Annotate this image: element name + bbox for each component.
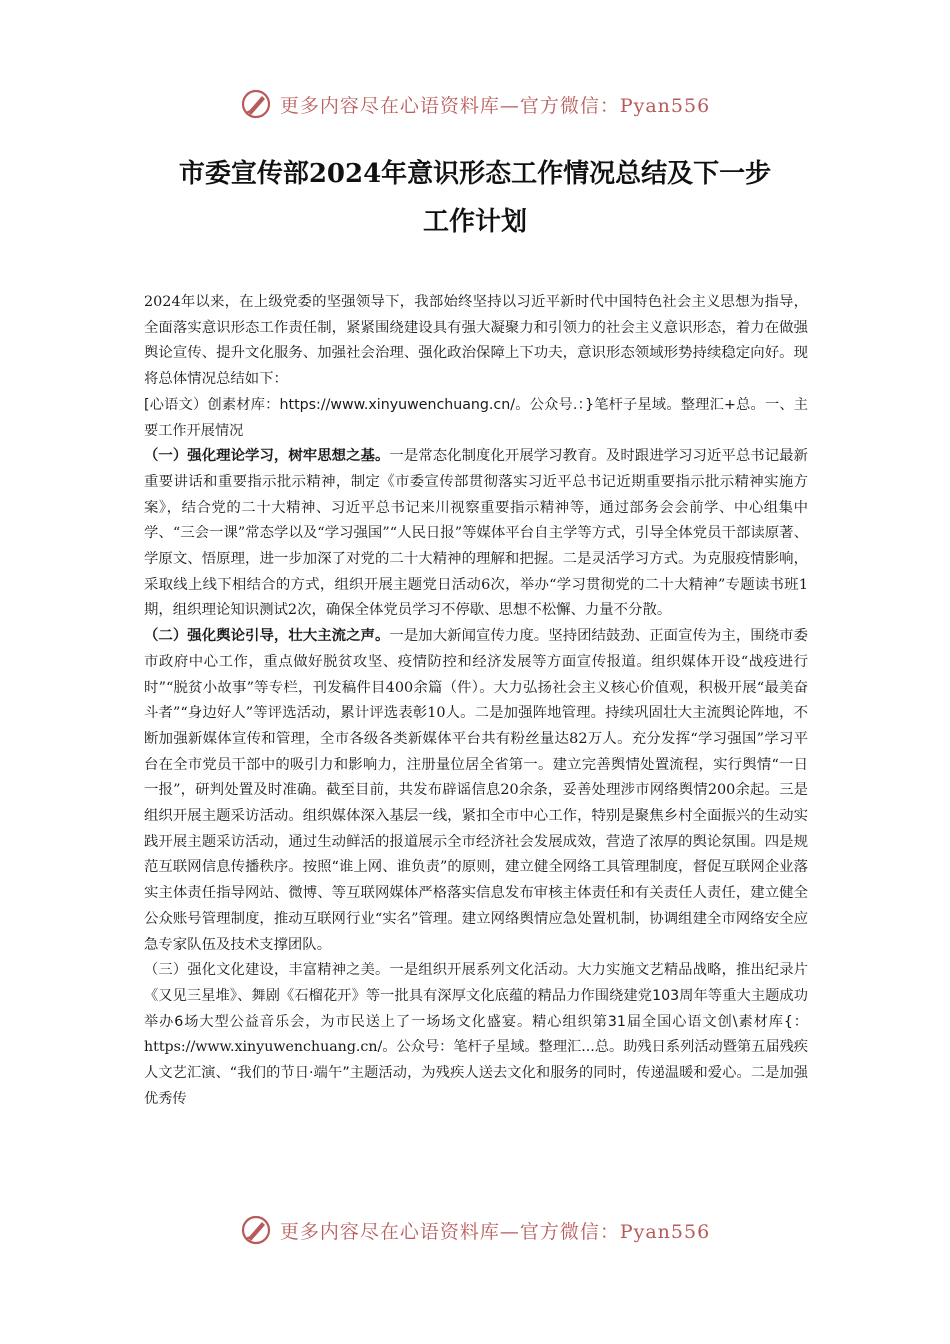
header-watermark-banner: [0, 84, 950, 124]
section-3-paragraph: [144, 958, 808, 1112]
section-3-number-1: 103: [652, 987, 680, 1004]
banner-text: 更多内容尽在心语资料库—官方微信：Pyan556: [279, 94, 711, 117]
section-2-paragraph: [144, 624, 808, 958]
pen-logo-icon: [240, 88, 272, 120]
pen-logo-icon: [240, 1214, 272, 1246]
section-3-text-b: 周年等重大主题成功举办6场大型公益音乐会，为市民送上了一场场文化盛宴。精心组织第: [144, 987, 808, 1030]
section-1-body: 一是常态化制度化开展学习教育。及时跟进学习习近平总书记最新重要讲话和重要指示批示精神，制定《市委宣传部贯彻落实习近平总书记近期重要指示批示精神实施方案》，结合党的二十大精神、习近平总书记来川视察重要指示精神等，通过部务会会前学、中心组集中学、“三会一课”常态学以及“学习强国”“人民日报”等媒体平台自主学等方式，引导全体党员干部读原著、学原文、悟原理，进一步加深了对党的二十大精神的理解和把握。二是灵活学习方式。为克服疫情影响，采取线上线下相结合的方式，组织开展主题党日活动6次，举办“学习贯彻党的二十大精神”专题读书班1期，组织理论知识测试2次，确保全体党员学习不停歇、思想不松懈、力量不分散。: [144, 448, 808, 619]
section-3-text-d: 。公众号：笔杆子星域。整理汇...总。助残日系列活动暨第五届残疾人文艺汇演、“我们的节日·端午”主题活动，为残疾人送去文化和服务的同时，传递温暖和爱心。二是加强优秀传: [144, 1039, 808, 1107]
banner-text: 更多内容尽在心语资料库—官方微信：Pyan556: [279, 1220, 711, 1243]
section-2-heading: （二）强化舆论引导，壮大主流之声。: [144, 628, 390, 645]
section-3-url: https://www.xinyuwenchuang.cn/: [144, 1039, 383, 1056]
section-3-text-a: （三）强化文化建设，丰富精神之美。一是组织开展系列文化活动。大力实施文艺精品战略，推出纪录片《又见三星堆》、舞剧《石榴花开》等一批具有深厚文化底蕴的精品力作围绕建党: [144, 962, 808, 1004]
page-title: [110, 150, 840, 246]
section-2-body: 一是加大新闻宣传力度。坚持团结鼓劲、正面宣传为主，围绕市委市政府中心工作，重点做好脱贫攻坚、疫情防控和经济发展等方面宣传报道。组织媒体开设“战疫进行时”“脱贫小故事”等专栏，刊发稿件目400余篇（件）。大力弘扬社会主义核心价值观，积极开展“最美奋斗者”“身边好人”等评选活动，累计评选表彰10人。二是加强阵地管理。持续巩固壮大主流舆论阵地，不断加强新媒体宣传和管理，全市各级各类新媒体平台共有粉丝量达82万人。充分发挥“学习强国”学习平台在全市党员干部中的吸引力和影响力，注册量位居全省第一。建立完善舆情处置流程，实行舆情“一日一报”，研判处置及时准确。截至目前，共发布辟谣信息20余条，妥善处理涉市网络舆情200余起。三是组织开展主题采访活动。组织媒体深入基层一线，紧扣全市中心工作，特别是聚焦乡村全面振兴的生动实践开展主题采访活动，通过生动鲜活的报道展示全市经济社会发展成效，营造了浓厚的舆论氛围。四是规范互联网信息传播秩序。按照“谁上网、谁负责”的原则，建立健全网络工具管理制度，督促互联网企业落实主体责任指导网站、微博、等互联网媒体严格落实信息发布审核主体责任和有关责任人责任，建立健全公众账号管理制度，推动互联网行业“实名”管理。建立网络舆情应急处置机制，协调组建全市网络安全应急专家队伍及技术支撑团队。: [144, 628, 808, 953]
section-1-heading: （一）强化理论学习，树牢思想之基。: [144, 448, 390, 465]
footer-watermark-banner: [0, 1210, 950, 1250]
section-3-number-2: 31: [607, 1013, 626, 1030]
title-line-2: 工作计划: [422, 207, 527, 237]
document-body: [144, 290, 808, 1113]
promo-line: [心语文）创素材库：https://www.xinyuwenchuang.cn/。公众号.：}笔杆子星域。整理汇+总。一、主要工作开展情况: [144, 396, 808, 439]
title-line-1: 市委宣传部2024年意识形态工作情况总结及下一步: [178, 159, 772, 189]
section-3-text-c: 届全国心语文创\素材库{：: [625, 1013, 808, 1030]
section-1-paragraph: [144, 444, 808, 624]
intro-paragraph: 2024年以来，在上级党委的坚强领导下，我部始终坚持以习近平新时代中国特色社会主义思想为指导，全面落实意识形态工作责任制，紧紧围绕建设具有强大凝聚力和引领力的社会主义意识形态，着力在做强舆论宣传、提升文化服务、加强社会治理、强化政治保障上下功夫，意识形态领域形势持续稳定向好。现将总体情况总结如下：: [144, 294, 808, 388]
